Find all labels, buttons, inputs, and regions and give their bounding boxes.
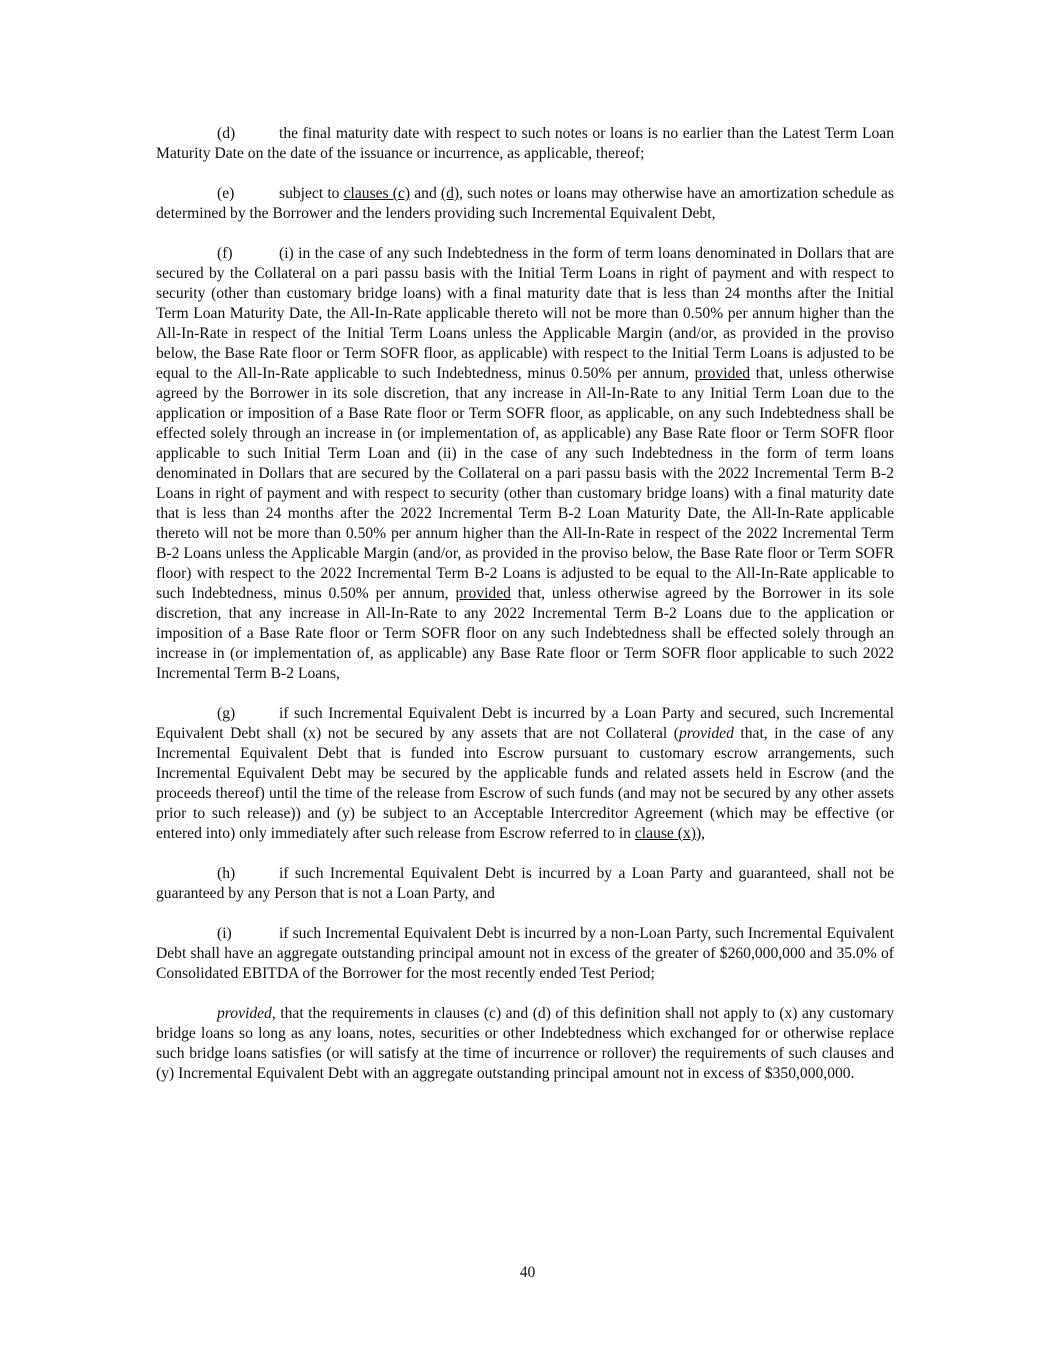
proviso-text: , that the requirements in clauses (c) and (d) of this definition shall not apply to (x) any customary bridge loans so long as any loans, notes, securities or other Indebtedness which exchanged for or otherwise replace such bridge loans satisfies (or will satisfy at the time of incurrence or rollover) the requirements of such clauses and (y) Incremental Equivalent Debt with an aggregate outstanding principal amount not in excess of $350,000,000. (156, 1005, 894, 1082)
proviso-paragraph (156, 1004, 894, 1084)
cross-reference: clauses (c) (343, 185, 411, 202)
clause-e (156, 184, 894, 224)
clause-text: if such Incremental Equivalent Debt is incurred by a non-Loan Party, such Incremental Equivalent Debt shall have an aggregate outstanding principal amount not in excess of the greater of $260,000,000 and 35.0% of Consolidated EBITDA of the Borrower for the most recently ended Test Period; (156, 925, 894, 982)
clause-text: that, unless otherwise agreed by the Borrower in its sole discretion, that any increase in All-In-Rate to any 2022 Incremental Term B-2 Loans due to the application or imposition of a Base Rate floor or Term SOFR floor on any such Indebtedness shall be effected solely through an increase in (or implementation of, as applicable) any Base Rate floor or Term SOFR floor applicable to such 2022 Incremental Term B-2 Loans, (156, 585, 895, 682)
clause-text: and (410, 185, 441, 202)
clause-label: (i) (217, 925, 232, 942)
document-body (156, 124, 894, 1104)
clause-d (156, 124, 894, 164)
defined-term-provided: provided (455, 585, 511, 602)
clause-text: subject to (279, 185, 344, 202)
clause-text: the final maturity date with respect to such notes or loans is no earlier than the Latest Term Loan Maturity Date on the date of the issuance or incurrence, as applicable, thereof; (156, 125, 894, 162)
clause-text: if such Incremental Equivalent Debt is incurred by a Loan Party and secured, such Incremental Equivalent Debt shall (x) not be secured by any assets that are not Collateral ( (156, 705, 894, 742)
defined-term-provided: provided (679, 725, 734, 742)
clause-label: (f) (217, 245, 233, 262)
defined-term-provided: provided (217, 1005, 272, 1022)
clause-h (156, 864, 894, 904)
clause-text: that, unless otherwise agreed by the Borrower in its sole discretion, that any increase in All-In-Rate to any Initial Term Loan due to the application or imposition of a Base Rate floor or Term SOFR floor, as applicable, on any such Indebtedness shall be effected solely through an increase in (or implementation of, as applicable) any Base Rate floor or Term SOFR floor applicable to such Initial Term Loan and (ii) in the case of any such Indebtedness in the form of term loans denominated in Dollars that are secured by the Collateral on a pari passu basis with the 2022 Incremental Term B-2 Loans in right of payment and with respect to security (other than customary bridge loans) with a final maturity date that is less than 24 months after the 2022 Incremental Term B-2 Loan Maturity Date, the All-In-Rate applicable thereto will not be more than 0.50% per annum higher than the All-In-Rate in respect of the 2022 Incremental Term B-2 Loans unless the Applicable Margin (and/or, as provided in the proviso below, the Base Rate floor or Term SOFR floor) with respect to the 2022 Incremental Term B-2 Loans is adjusted to be equal to the All-In-Rate applicable to such Indebtedness, minus 0.50% per annum, (156, 365, 894, 602)
clause-label: (d) (217, 125, 236, 142)
cross-reference: (d) (440, 185, 460, 202)
clause-label: (g) (217, 705, 236, 722)
clause-text: ), (695, 825, 706, 842)
clause-text: (i) in the case of any such Indebtedness in the form of term loans denominated in Dollars that are secured by the Collateral on a pari passu basis with the Initial Term Loans in right of payment and with respect to security (other than customary bridge loans) with a final maturity date that is less than 24 months after the Initial Term Loan Maturity Date, the All-In-Rate applicable thereto will not be more than 0.50% per annum higher than the All-In-Rate in respect of the Initial Term Loans unless the Applicable Margin (and/or, as provided in the proviso below, the Base Rate floor or Term SOFR floor, as applicable) with respect to the Initial Term Loans is adjusted to be equal to the All-In-Rate applicable to such Indebtedness, minus 0.50% per annum, (156, 245, 894, 382)
page-number: 40 (519, 1264, 536, 1281)
clause-label: (h) (217, 865, 236, 882)
clause-i (156, 924, 894, 984)
cross-reference: clause (x) (634, 825, 696, 842)
clause-f (156, 244, 894, 684)
clause-text: if such Incremental Equivalent Debt is incurred by a Loan Party and guaranteed, shall not be guaranteed by any Person that is not a Loan Party, and (156, 865, 894, 902)
clause-label: (e) (217, 185, 235, 202)
defined-term-provided: provided (694, 365, 751, 382)
clause-text: that, in the case of any Incremental Equivalent Debt that is funded into Escrow pursuant to customary escrow arrangements, such Incremental Equivalent Debt may be secured by the applicable funds and related assets held in Escrow (and the proceeds thereof) until the time of the release from Escrow of such funds (and may not be secured by any other assets prior to such release)) and (y) be subject to an Acceptable Intercreditor Agreement (which may be effective (or entered into) only immediately after such release from Escrow referred to in (156, 725, 894, 842)
clause-g (156, 704, 894, 844)
clause-text: , such notes or loans may otherwise have an amortization schedule as determined by the Borrower and the lenders providing such Incremental Equivalent Debt, (156, 185, 894, 222)
